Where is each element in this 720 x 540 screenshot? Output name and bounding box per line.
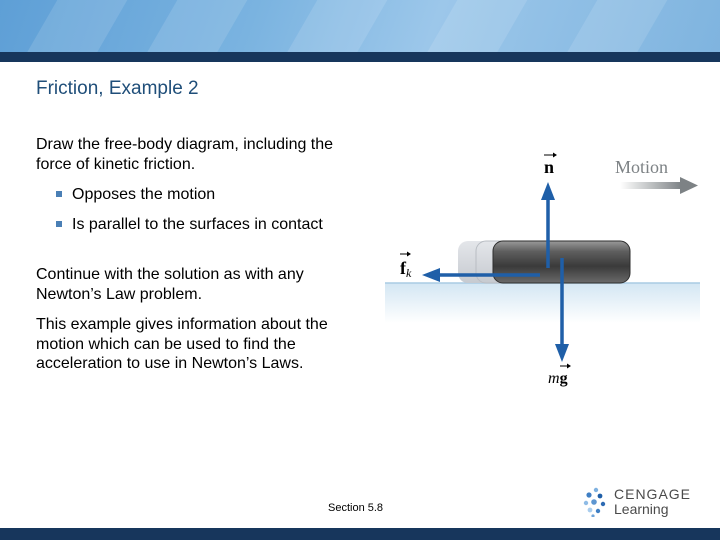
motion-arrowhead — [680, 177, 698, 194]
motion-label: Motion — [615, 157, 669, 177]
bullet-text: Is parallel to the surfaces in contact — [72, 216, 323, 233]
logo-wordmark: CENGAGE — [614, 486, 692, 502]
friction-vector-overbar-head — [407, 252, 411, 257]
bullet-marker — [56, 221, 62, 227]
paragraph-continue: Continue with the solution as with any Newton’s Law problem. — [36, 266, 304, 303]
weight-label-m: m — [548, 370, 560, 387]
friction-label-subscript: k — [406, 266, 412, 280]
cengage-logo-mark-icon — [582, 487, 610, 517]
bullet-opposes-motion — [56, 185, 332, 205]
normal-force-arrowhead — [541, 182, 555, 200]
logo-tagline: Learning — [614, 501, 669, 517]
bullet-marker — [56, 191, 62, 197]
paragraph-example-info: This example gives information about the motion which can be used to find the acceleration to use in Newton’s Laws. — [36, 316, 328, 372]
weight-label-g: g — [559, 370, 568, 387]
cengage-logo — [582, 485, 692, 519]
normal-force-label: n — [544, 157, 555, 177]
weight-arrowhead — [555, 344, 569, 362]
free-body-diagram — [380, 140, 700, 400]
header-band — [0, 0, 720, 52]
ice-surface — [385, 283, 700, 323]
bullet-parallel-surfaces — [56, 215, 332, 235]
header-rule — [0, 52, 720, 62]
paragraph-free-body: Draw the free-body diagram, including the force of kinetic friction. — [36, 136, 334, 173]
friction-arrowhead — [422, 268, 440, 282]
friction-label-f: f — [400, 258, 406, 278]
friction-label — [400, 258, 412, 280]
footer-rule — [0, 528, 720, 540]
weight-label — [548, 370, 568, 387]
weight-vector-overbar-head — [567, 364, 571, 369]
slide-title: Friction, Example 2 — [36, 78, 199, 99]
section-label: Section 5.8 — [328, 502, 384, 514]
bullet-text: Opposes the motion — [72, 186, 216, 203]
motion-arrow-shaft — [620, 182, 682, 189]
